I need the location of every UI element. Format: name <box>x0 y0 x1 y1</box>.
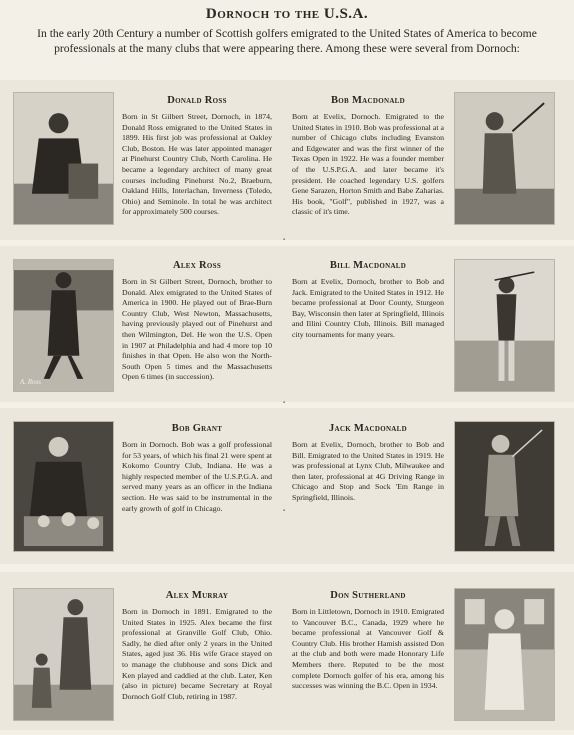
bob-grant-bio <box>122 423 272 514</box>
don-sutherland-photo <box>454 588 555 721</box>
alex-murray-text: Born in Dornoch in 1891. Emigrated to the United States in 1925. Alex became the first professional at Granville Golf Club, Ohio. Sadly, he died after only 2 years in the United States, aged just 36. His wife Grace stayed on to manage the clubhouse and sons Dick and Ken played and caddied at the club. Later, Ken (also in picture) became Secretary at Royal Dornoch Golf Club, retiring in 1987. <box>122 607 272 701</box>
bob-macdonald-text: Born at Evelix, Dornoch. Emigrated to the United States in 1910. Bob was professional at a number of Chicago clubs including Evanston and Edgewater and was the first winner of the Texas Open in 1922. He was a founder member of the U.S.P.G.A. and later became it's president. He coached legendary U.S. golfers Gene Sarazen, Horton Smith and Babe Zaharias. His book, "Golf", published in 1927, was a classic of it's time. <box>292 112 444 217</box>
divider-mark-2: ▪ <box>283 400 286 406</box>
jack-macdonald-name: Jack Macdonald <box>329 423 407 434</box>
don-sutherland-text: Born in Littletown, Dornoch in 1910. Emigrated to Vancouver B.C., Canada, 1929 where he became professional at Vancouver Golf & Country Club. His brother Hamish assisted Don at the club and both were made Honorary Life Members there. Reputed to be the most complete Dornoch golfer of his era, among his successes was winning the B.C. Open in 1934. <box>292 607 444 691</box>
don-sutherland-bio <box>292 590 444 692</box>
donald-ross-photo <box>13 92 114 225</box>
bob-macdonald-bio <box>292 95 444 218</box>
alex-murray-bio <box>122 590 272 702</box>
bill-macdonald-text: Born at Evelix, Dornoch, brother to Bob and Jack. Emigrated to the United States in 1912. He became professional at Door County, Sturgeon Bay, Wisconsin then later at Springfield, Illinois and Illini Country Club, Illinois. Bill managed city tournaments for many years. <box>292 277 445 339</box>
alex-ross-photo-caption: A. Ross <box>20 378 41 386</box>
intro-text: In the early 20th Century a number of Scottish golfers emigrated to the United States of America to become professionals at the many clubs that were appearing there. Among these were several from Dornoch: <box>37 27 537 55</box>
jack-macdonald-text: Born at Evelix, Dornoch, brother to Bob and Bill. Emigrated to the United States in 1919. He was professional at Lynx Club, Milwaukee and then later, professional at 4G Driving Range in Chicago and Stop and Sock 'Em Range in Springfield, Illinois. <box>292 440 444 502</box>
alex-ross-name: Alex Ross <box>172 260 222 271</box>
page-title: Dornoch to the U.S.A. <box>205 6 369 22</box>
bob-grant-photo <box>13 421 114 552</box>
bill-macdonald-photo <box>454 259 555 392</box>
divider-mark-1: ▪ <box>283 237 286 243</box>
bob-grant-name: Bob Grant <box>171 423 223 434</box>
bob-grant-text: Born in Dornoch. Bob was a golf professional for 53 years, of which his final 21 were spent at Kokomo Country Club, Indiana. He was a highly respected member of the U.S.P.G.A. and served many years as an officer in the Indiana section. He was said to be instrumental in the early growth of golf in Chicago. <box>122 440 272 513</box>
alex-murray-name: Alex Murray <box>165 590 229 601</box>
alex-ross-bio <box>122 260 272 383</box>
donald-ross-name: Donald Ross <box>167 95 227 106</box>
jack-macdonald-photo <box>454 421 555 552</box>
alex-ross-text: Born in St Gilbert Street, Dornoch, brother to Donald. Alex emigrated to the United States of America in 1900. He played out of Brae-Burn Country Club, West Newton, Massachusetts, having previously played out of Pinehurst and then Wilmington, Del. He won the U.S. Open in 1907 at Philadelphia and had 4 more top 10 finishes in that Open. He also won the North-South Open 5 times and the Massachusetts Open 6 times (in succession). <box>122 277 272 382</box>
alex-ross-photo <box>13 259 114 392</box>
bob-macdonald-photo <box>454 92 555 225</box>
donald-ross-text: Born in St Gilbert Street, Dornoch, in 1874, Donald Ross emigrated to the United States in 1899. His first job was professional at Oakley Club, Boston. He was later appointed manager at Pinehurst Country Club, North Carolina. He became a legendary architect of many great courses including Pinehurst No.2, Braeburn, Oakland Hills, Interlachan, Inverness (Toledo, Ohio) and Seminole. In total he was architect for approximately 500 courses. <box>122 112 272 217</box>
bill-macdonald-name: Bill Macdonald <box>329 260 407 271</box>
bob-macdonald-name: Bob Macdonald <box>331 95 405 106</box>
divider-mark-3: ▪ <box>283 508 286 514</box>
bill-macdonald-bio <box>292 260 444 341</box>
alex-murray-photo <box>13 588 114 721</box>
don-sutherland-name: Don Sutherland <box>330 590 406 601</box>
donald-ross-bio <box>122 95 272 218</box>
jack-macdonald-bio <box>292 423 444 504</box>
